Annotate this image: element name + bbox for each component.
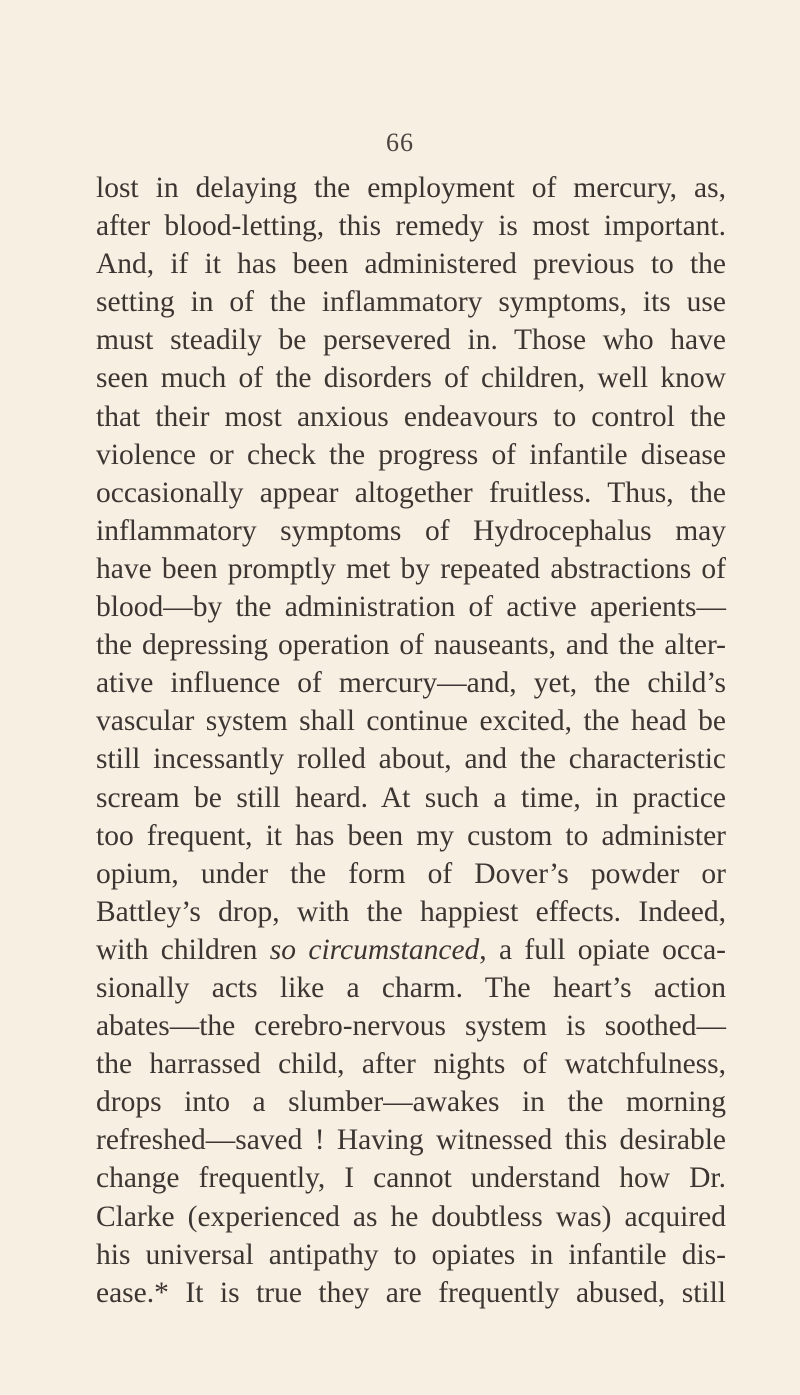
text-line: ease.* It is true they are frequently abused, still [96, 1276, 726, 1309]
text-line: still incessantly rolled about, and the characteristic [96, 743, 726, 776]
text-run: , a full opiate occa- [479, 933, 727, 966]
text-line-with-italic [96, 931, 726, 969]
text-line: inflammatory symptoms of Hydrocephalus may [96, 514, 726, 547]
body-text [96, 169, 726, 1312]
text-line: seen much of the disorders of children, well know [96, 362, 726, 395]
text-line: vascular system shall continue excited, the head be [96, 705, 726, 738]
text-line: his universal antipathy to opiates in infantile dis- [96, 1238, 726, 1271]
text-line: the depressing operation of nauseants, and the alter- [96, 629, 726, 662]
italic-phrase: so circumstanced [269, 933, 480, 966]
text-line: must steadily be persevered in. Those who have [96, 324, 726, 357]
page-number: 66 [386, 128, 414, 157]
text-line: the harrassed child, after nights of watchfulness, [96, 1048, 726, 1081]
text-run: with children [96, 933, 270, 966]
text-line: setting in of the inflammatory symptoms, its use [96, 286, 726, 319]
text-line: refreshed—saved ! Having witnessed this desirable [96, 1124, 726, 1157]
text-line: that their most anxious endeavours to control the [96, 400, 726, 433]
text-line: opium, under the form of Dover’s powder or [96, 857, 726, 890]
text-line: too frequent, it has been my custom to administer [96, 819, 726, 852]
text-line: blood—by the administration of active aperients— [96, 591, 726, 624]
text-line: sionally acts like a charm. The heart’s action [96, 971, 726, 1004]
text-line: Clarke (experienced as he doubtless was) acquired [96, 1200, 726, 1233]
text-line: ative influence of mercury—and, yet, the child’s [96, 667, 726, 700]
text-line: Battley’s drop, with the happiest effects. Indeed, [96, 895, 726, 928]
text-line: occasionally appear altogether fruitless. Thus, the [96, 476, 726, 509]
text-line: lost in delaying the employment of mercury, as, [96, 172, 726, 204]
text-line: have been promptly met by repeated abstractions of [96, 552, 726, 585]
text-line: drops into a slumber—awakes in the morning [96, 1086, 726, 1119]
text-line: change frequently, I cannot understand how Dr. [96, 1162, 726, 1195]
text-line: And, if it has been administered previous to the [96, 248, 726, 281]
text-line: scream be still heard. At such a time, in practice [96, 781, 726, 814]
text-line: violence or check the progress of infantile disease [96, 438, 726, 471]
text-line: after blood-letting, this remedy is most important. [96, 210, 726, 243]
text-line: abates—the cerebro-nervous system is soothed— [96, 1010, 726, 1043]
